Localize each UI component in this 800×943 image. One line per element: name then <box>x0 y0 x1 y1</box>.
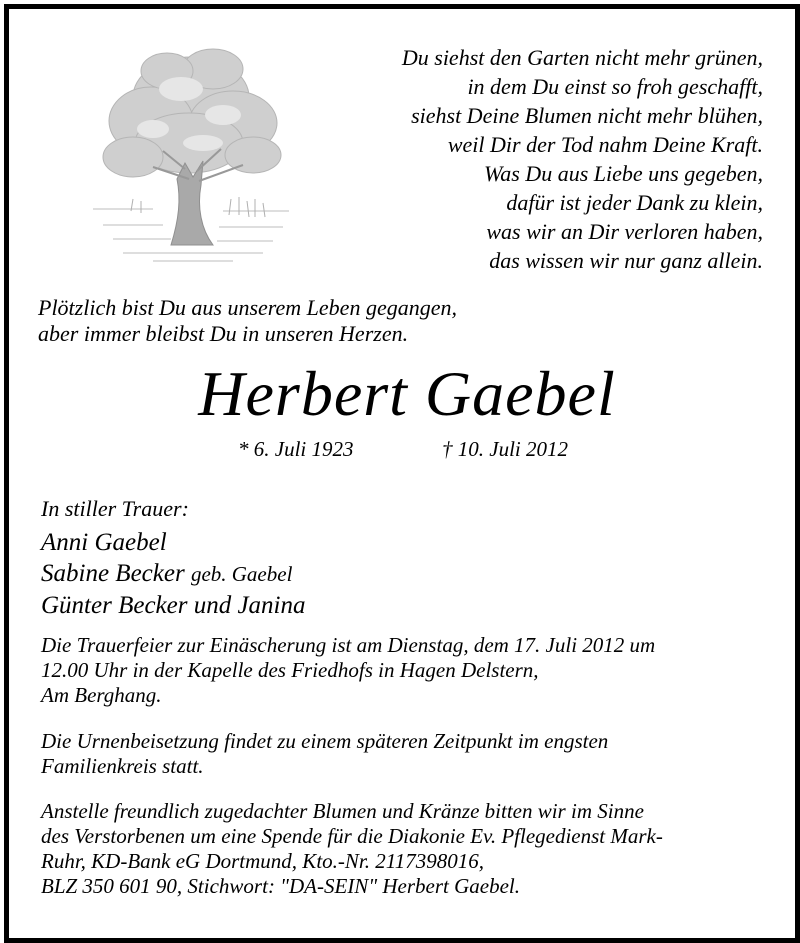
poem-line: was wir an Dir verloren haben, <box>486 219 763 244</box>
intro-line: Plötzlich bist Du aus unserem Leben gegangen, <box>38 295 457 320</box>
poem <box>303 43 763 275</box>
paragraph-line: Anstelle freundlich zugedachter Blumen und Kränze bitten wir im Sinne <box>41 799 644 823</box>
mourner-item <box>41 590 306 621</box>
poem-line: Was Du aus Liebe uns gegeben, <box>483 161 763 186</box>
obituary-frame <box>4 4 800 943</box>
mourner-item <box>41 527 306 558</box>
burial-paragraph <box>41 729 608 779</box>
mourner-name: Anni Gaebel <box>41 529 167 556</box>
paragraph-line: des Verstorbenen um eine Spende für die Diakonie Ev. Pflegedienst Mark- <box>41 824 663 848</box>
mourner-note: geb. Gaebel <box>190 562 293 586</box>
paragraph-line: Ruhr, KD-Bank eG Dortmund, Kto.-Nr. 2117398016, <box>41 849 484 873</box>
poem-line: das wissen wir nur ganz allein. <box>489 248 763 273</box>
intro-text <box>38 295 457 347</box>
birth-date: * 6. Juli 1923 <box>238 437 354 461</box>
donation-paragraph <box>41 799 663 899</box>
deceased-name: Herbert Gaebel <box>198 358 616 429</box>
poem-line: weil Dir der Tod nahm Deine Kraft. <box>447 132 763 157</box>
poem-line: siehst Deine Blumen nicht mehr blühen, <box>411 103 763 128</box>
mourner-name: Günter Becker und Janina <box>41 592 306 619</box>
ceremony-paragraph <box>41 633 655 708</box>
mourning-label: In stiller Trauer: <box>41 496 189 521</box>
paragraph-line: Am Berghang. <box>41 683 162 707</box>
poem-line: dafür ist jeder Dank zu klein, <box>506 190 763 215</box>
poem-line: in dem Du einst so froh geschafft, <box>467 74 763 99</box>
paragraph-line: 12.00 Uhr in der Kapelle des Friedhofs in Hagen Delstern, <box>41 658 539 682</box>
mourner-name: Sabine Becker <box>41 560 185 587</box>
intro-line: aber immer bleibst Du in unseren Herzen. <box>38 321 409 346</box>
mourner-list <box>41 527 306 621</box>
mourner-item <box>41 558 306 590</box>
paragraph-line: BLZ 350 601 90, Stichwort: "DA-SEIN" Herbert Gaebel. <box>41 874 521 898</box>
poem-line: Du siehst den Garten nicht mehr grünen, <box>401 45 763 70</box>
death-date: † 10. Juli 2012 <box>442 437 568 461</box>
paragraph-line: Die Trauerfeier zur Einäscherung ist am Dienstag, dem 17. Juli 2012 um <box>41 633 656 657</box>
paragraph-line: Die Urnenbeisetzung findet zu einem späteren Zeitpunkt im engsten <box>41 729 609 753</box>
paragraph-line: Familienkreis statt. <box>41 754 204 778</box>
tree-illustration-icon <box>93 39 289 265</box>
